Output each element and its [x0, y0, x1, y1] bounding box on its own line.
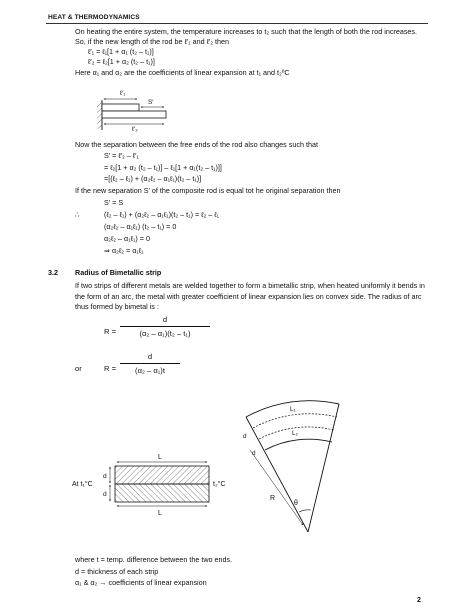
intro-line-2: So, if the new length of the rod be ℓ′₁ and ℓ′₂ then	[75, 37, 230, 46]
equality-condition: If the new separation S′ of the composite rod is equal tot he original separation then	[75, 186, 341, 195]
arc-radius-arrow	[250, 450, 303, 525]
arc-label-theta: θ	[294, 500, 298, 507]
rod-label-top: ℓ′₁	[120, 90, 126, 97]
strip-label-d-bottom: d	[103, 491, 107, 498]
arc-angle-mark	[299, 510, 311, 512]
separation-line-2: = ℓ₂[1 + α₂ (t₂ – t₁)] – ℓ₁[1 + α₁(t₂ – t₁)]]	[104, 163, 222, 172]
condition-line-2: (ℓ₂ – ℓ₁) + (α₂ℓ₂ – α₁ℓ₁)(t₂ – t₁) = ℓ₂ – ℓ₁	[104, 210, 220, 219]
intro-line-1: On heating the entire system, the temperature increases to t₂ such that the length of both the rod increases.	[75, 27, 417, 36]
arc-label-d-bottom: d	[252, 450, 256, 457]
arc-label-R: R	[270, 495, 276, 502]
arc-left-radius	[246, 417, 308, 532]
upper-rod	[102, 104, 139, 111]
formula-1-lhs: R =	[104, 327, 117, 336]
arc-right-radius	[308, 404, 339, 532]
straight-strip-figure	[72, 454, 226, 517]
separation-line-3: =[(ℓ₂ – ℓ₁) + (α₂ℓ₂ – α₁ℓ₁)(t₂ – t₁)]	[104, 174, 202, 183]
therefore-symbol: ∴	[75, 210, 80, 219]
arc-label-d-top: d	[243, 433, 247, 440]
strip-label-L-bottom: L	[158, 510, 162, 517]
note-thickness: d = thickness of each strip	[75, 567, 159, 576]
arc-inner	[265, 439, 332, 450]
strip-label-L-top: L	[158, 454, 162, 461]
strip-bottom-metal	[115, 484, 209, 502]
formula-2-or: or	[75, 364, 82, 373]
formula-2-numerator: d	[147, 352, 153, 361]
rod-wall-hatch	[97, 101, 102, 129]
strip-label-right-temp: t₂°C	[213, 481, 226, 488]
section-paragraph: If two strips of different metals are welded together to form a bimetallic strip, when heated uniformly it bends in the form of an arc, the metal with greater coefficient of linear expansion lies on convex side. The radius of arc thus formed by bimetal is :	[75, 281, 425, 311]
section-title: Radius of Bimetallic strip	[75, 268, 162, 277]
arc-upper-interface	[253, 414, 337, 428]
formula-2-denominator: (α₂ – α₁)t	[135, 366, 165, 375]
section-number: 3.2	[48, 268, 58, 277]
rod-label-gap: S′	[148, 99, 154, 106]
rod-label-bottom: ℓ′₂	[132, 126, 138, 133]
page-number: 2	[417, 597, 421, 604]
condition-line-1: S′ = S	[104, 198, 124, 207]
separation-line-1: S′ = ℓ′₂ – ℓ′₁	[104, 151, 139, 160]
strip-label-left-temp: At t₁°C	[72, 481, 93, 488]
composite-rod-figure	[97, 90, 166, 133]
equation-l2-prime: ℓ′₂ = ℓ₂[1 + α₂ (t₂ – t₁)]	[88, 57, 155, 66]
condition-line-5: ⇒ α₂ℓ₂ = α₁ℓ₁	[104, 246, 144, 255]
separation-intro: Now the separation between the free ends of the rod also changes such that	[75, 140, 318, 149]
formula-1-denominator: (α₂ – α₁)(t₂ – t₁)	[139, 329, 191, 338]
formula-2-lhs: R =	[104, 364, 117, 373]
formula-1-numerator: d	[162, 315, 168, 324]
running-header: HEAT & THERMODYNAMICS	[48, 14, 140, 21]
condition-line-3: (α₂ℓ₂ – α₁ℓ₁) (t₂ – t₁) = 0	[104, 222, 177, 231]
equation-l1-prime: ℓ′₁ = ℓ₁[1 + α₁ (t₂ – t₁)]	[88, 47, 154, 56]
lower-rod	[102, 111, 166, 118]
note-coefficients: α₁ & α₂ → coefficients of linear expansion	[75, 578, 207, 587]
coefficient-note: Here α₁ and α₂ are the coefficients of linear expansion at t₁ and t₂ºC	[75, 68, 290, 77]
condition-line-4: α₂ℓ₂ – α₁ℓ₁) = 0	[104, 234, 150, 243]
bent-strip-arc-figure	[243, 401, 339, 532]
arc-label-L2: L₂	[292, 430, 299, 437]
strip-label-d-top: d	[103, 473, 107, 480]
strip-top-metal	[115, 466, 209, 484]
arc-label-L1: L₁	[290, 406, 296, 413]
note-temperature: where t = temp. difference between the two ends.	[75, 555, 233, 564]
